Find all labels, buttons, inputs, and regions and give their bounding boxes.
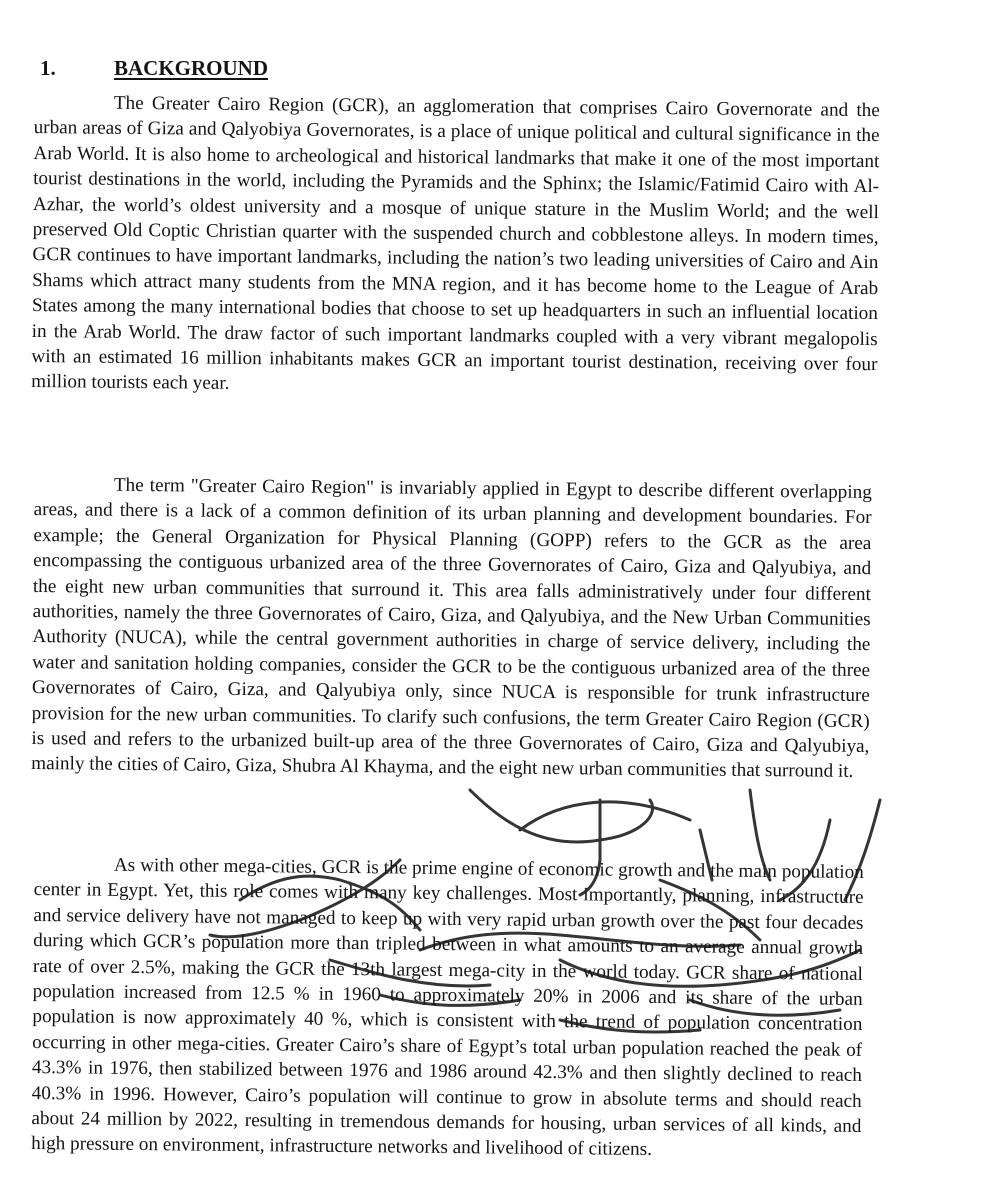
- section-number: 1.: [40, 56, 56, 80]
- paragraph-gcr-growth: As with other mega-cities, GCR is the prime engine of economic growth and the main population center in Egypt. Yet, this role comes with many key challenges. Most importantly, planning, infrastructure and service delivery have not managed to keep up with very rapid urban growth over the past four decades during which GCR’s population more than tripled between in what amounts to an average annual growth rate of over 2.5%, making the GCR the 13th largest mega-city in the world today. GCR share of national population increased from 12.5 % in 1960 to approximately 20% in 2006 and its share of the urban population is now approximately 40 %, which is consistent with the trend of population concentration occurring in other mega-cities. Greater Cairo’s share of Egypt’s total urban population reached the peak of 43.3% in 1976, then stabilized between 1976 and 1986 around 42.3% and then slightly declined to reach 40.3% in 1996. However, Cairo’s population will continue to grow in absolute terms and should reach about 24 million by 2022, resulting in tremendous demands for housing, urban services of all kinds, and high pressure on environment, infrastructure networks and livelihood of citizens.: [31, 854, 864, 1161]
- paragraph-gcr-definition: The term "Greater Cairo Region" is invariably applied in Egypt to describe different overlapping areas, and there is a lack of a common definition of its urban planning and development boundaries. For example; the General Organization for Physical Planning (GOPP) refers to the GCR as the area encompassing the contiguous urbanized area of the three Governorates of Cairo, Giza and Qalyubiya, and the eight new urban communities that surround it. This area falls administratively under four different authorities, namely the three Governorates of Cairo, Giza, and Qalyubiya, and the New Urban Communities Authority (NUCA), while the central government authorities in charge of service delivery, including the water and sanitation holding companies, consider the GCR to be the contiguous urbanized area of the three Governorates of Cairo, Giza, and Qalyubiya only, since NUCA is responsible for trunk infrastructure provision for the new urban communities. To clarify such confusions, the term Greater Cairo Region (GCR) is used and refers to the urbanized built-up area of the three Governorates of Cairo, Giza and Qalyubiya, mainly the cities of Cairo, Giza, Shubra Al Khayma, and the eight new urban communities that surround it.: [31, 474, 872, 783]
- section-title: BACKGROUND: [114, 56, 269, 80]
- paragraph-gcr-significance: The Greater Cairo Region (GCR), an agglomeration that comprises Cairo Governorate and the urban areas of Giza and Qalyobiya Governorates, is a place of unique political and cultural significance in the Arab World. It is also home to archeological and historical landmarks that make it one of the most important tourist destinations in the world, including the Pyramids and the Sphinx; the Islamic/Fatimid Cairo with Al-Azhar, the world’s oldest university and a mosque of unique stature in the Muslim World; and the well preserved Old Coptic Christian quarter with the suspended church and cobblestone alleys. In modern times, GCR continues to have important landmarks, including the nation’s two leading universities of Cairo and Ain Shams which attract many students from the MNA region, and it has become home to the League of Arab States among the many international bodies that choose to set up headquarters in such an influential location in the Arab World. The draw factor of such important landmarks coupled with a very vibrant megalopolis with an estimated 16 million inhabitants makes GCR an important tourist destination, receiving over four million tourists each year.: [31, 92, 880, 395]
- section-heading: [40, 56, 268, 81]
